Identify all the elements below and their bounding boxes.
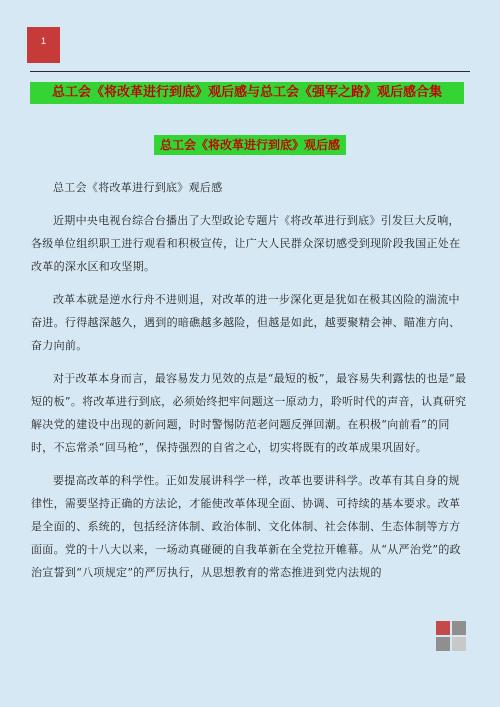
document-title: 总工会《将改革进行到底》观后感与总工会《强军之路》观后感合集 [30,82,464,104]
page-number: 1 [40,36,46,46]
paragraph: 对于改革本身而言，最容易发力见效的点是“最短的板”，最容易失利露怯的也是“最短的板”。将改革进行到底，必须始终把牢问题这一原动力，聆听时代的声音，认真研究解决党的建设中出现的新问题，时时警惕防范老问题反弹回潮。在积极“向前看”的同时，不忘常杀“回马枪”，保持强烈的自省之心，切实将既有的改革成果巩固好。 [31,372,467,454]
paragraph: 要提高改革的科学性。正如发展讲科学一样，改革也要讲科学。改革有其自身的规律性，需要坚持正确的方法论，才能使改革体现全面、协调、可持续的基本要求。改革是全面的、系统的，包括经济体制、政治体制、文化体制、社会体制、生态体制等方方面面。党的十八大以来，一场动真碰硬的自我革新在全党拉开帷幕。从“从严治党”的政治宣誓到“八项规定”的严厉执行，从思想教育的常态推进到党内法规的 [31,474,461,579]
paragraph: 近期中央电视台综合台播出了大型政论专题片《将改革进行到底》引发巨大反响，各级单位组织职工进行观看和积极宣传，让广大人民群众深切感受到现阶段我国正处在改革的深水区和攻坚期。 [31,214,461,273]
decor-square-red [436,621,450,635]
decor-square-light [452,637,466,651]
decor-square-gray [436,637,450,651]
paragraph: 改革本就是逆水行舟不进则退，对改革的进一步深化更是犹如在极其凶险的湍流中奋进。行得越深越久，遇到的暗礁越多越险，但越是如此，越要聚精会神、瞄准方向、奋力向前。 [31,293,461,352]
decorative-squares [422,615,470,663]
page-number-badge [27,27,60,63]
section-title: 总工会《将改革进行到底》观后感 [154,135,346,155]
body-text [31,176,471,594]
header-rule [30,71,470,72]
decor-square-gray [452,621,466,635]
paragraph: 总工会《将改革进行到底》观后感 [53,181,223,194]
